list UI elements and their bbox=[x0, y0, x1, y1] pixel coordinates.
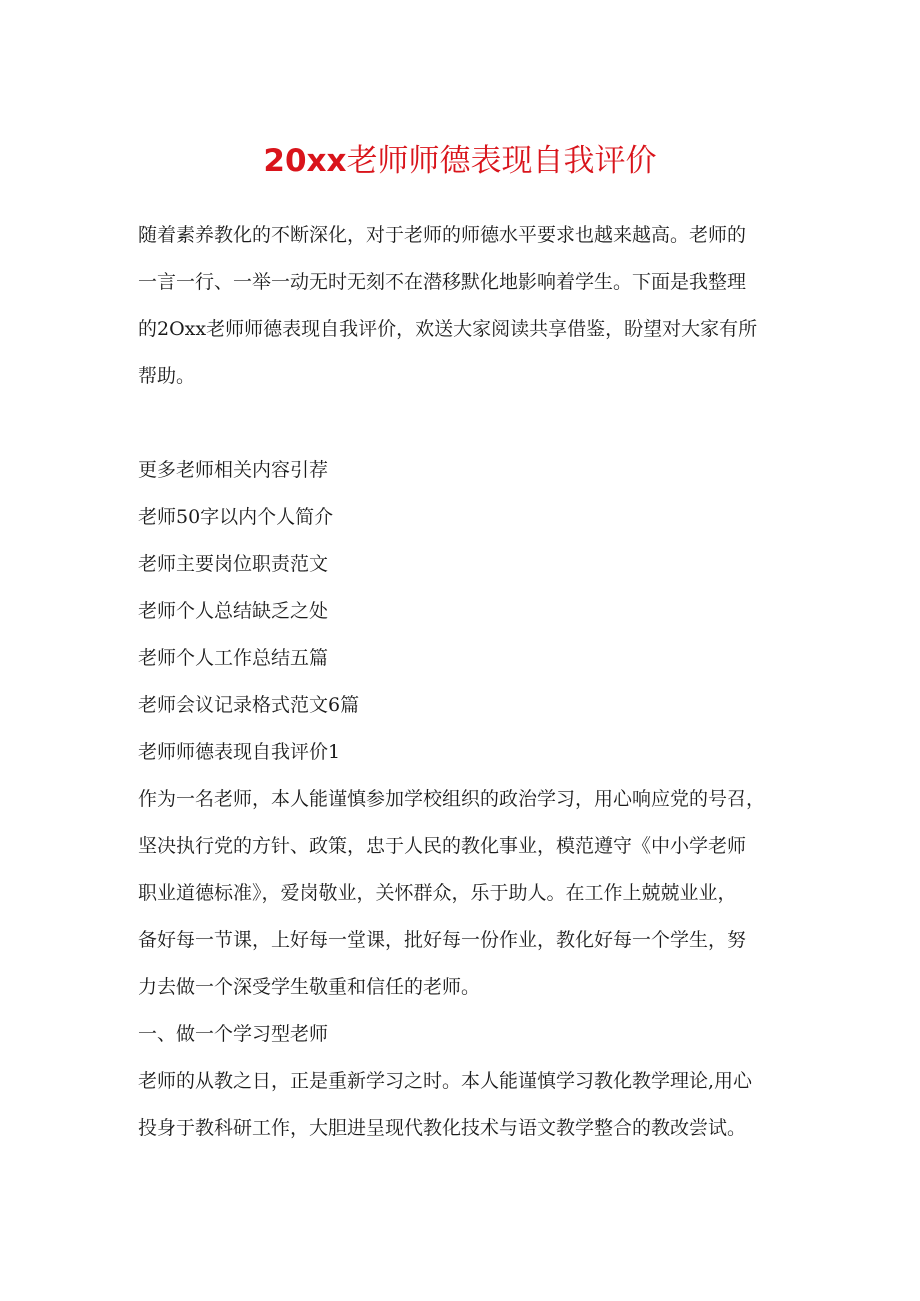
body-line: 投身于教科研工作，大胆进呈现代教化技术与语文教学整合的教改尝试。 bbox=[138, 1117, 747, 1139]
document-body bbox=[138, 212, 788, 1152]
intro-line: 一言一行、一举一动无时无刻不在潜移默化地影响着学生。下面是我整理 bbox=[138, 271, 747, 293]
title-year: 20xx bbox=[263, 143, 347, 179]
recommend-link[interactable]: 老师会议记录格式范文6篇 bbox=[138, 694, 360, 716]
recommend-link[interactable]: 老师个人总结缺乏之处 bbox=[138, 600, 329, 622]
page-title bbox=[0, 139, 920, 183]
section-heading: 老师师德表现自我评价1 bbox=[138, 741, 341, 763]
subsection-heading: 一、做一个学习型老师 bbox=[138, 1023, 329, 1045]
body-line: 坚决执行党的方针、政策，忠于人民的教化事业，模范遵守《中小学老师 bbox=[138, 835, 747, 857]
intro-line: 随着素养教化的不断深化，对于老师的师德水平要求也越来越高。老师的 bbox=[138, 224, 747, 246]
body-line: 力去做一个深受学生敬重和信任的老师。 bbox=[138, 976, 481, 998]
recommend-link[interactable]: 老师主要岗位职责范文 bbox=[138, 553, 329, 575]
recommend-link[interactable]: 老师50字以内个人简介 bbox=[138, 506, 334, 528]
recommend-link[interactable]: 老师个人工作总结五篇 bbox=[138, 647, 329, 669]
paragraph-gap bbox=[138, 400, 788, 447]
body-line: 老师的从教之日，正是重新学习之时。本人能谨慎学习教化教学理论,用心 bbox=[138, 1070, 753, 1092]
recommend-heading: 更多老师相关内容引荐 bbox=[138, 459, 329, 481]
body-line: 职业道德标准》，爱岗敬业，关怀群众，乐于助人。在工作上兢兢业业， bbox=[138, 882, 737, 904]
intro-line: 帮助。 bbox=[138, 365, 196, 387]
body-line: 备好每一节课，上好每一堂课，批好每一份作业，教化好每一个学生，努 bbox=[138, 929, 747, 951]
body-line: 作为一名老师，本人能谨慎参加学校组织的政治学习，用心响应党的号召， bbox=[138, 788, 766, 810]
title-text: 老师师德表现自我评价 bbox=[346, 143, 657, 179]
intro-line: 的2Oxx老师师德表现自我评价，欢送大家阅读共享借鉴，盼望对大家有所 bbox=[138, 318, 758, 340]
